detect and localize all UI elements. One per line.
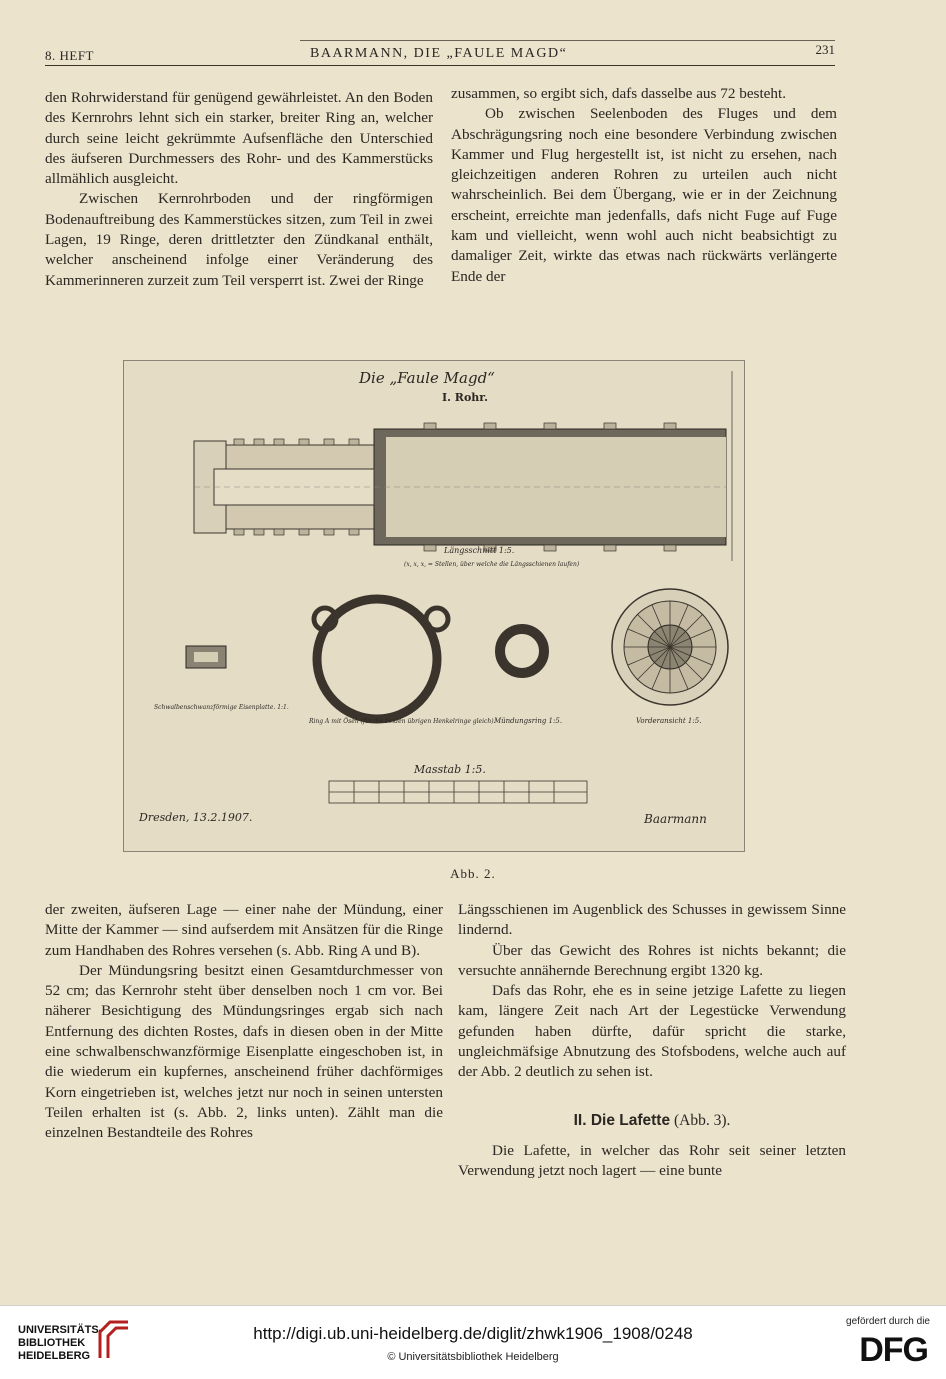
paragraph: Zwischen Kernrohrboden und der ringförmigen Bodenauftreibung des Kammerstückes sitzen, zum Teil in zwei Lagen, 19 Ringe, deren drittletzter den Zündkanal enthält, welcher anscheinend infolge einer Veränderung des Kammerinneren zurzeit zum Teil versperrt ist. Zwei der Ringe: [45, 190, 433, 289]
page-number: 231: [815, 42, 835, 57]
front-view-label: Vorderansicht 1:5.: [636, 717, 702, 725]
permalink-url[interactable]: http://digi.ub.uni-heidelberg.de/diglit/zhwk1906_1908/0248: [253, 1324, 693, 1343]
text-column-right-bottom: [458, 900, 846, 1182]
section-note: (x, x, x, = Stellen, über welche die Längsschienen laufen): [404, 561, 580, 568]
header-rule: [45, 65, 835, 66]
library-line-1: UNIVERSITÄTS-: [18, 1324, 103, 1336]
footer-bar: [0, 1305, 946, 1379]
paragraph: Die Lafette, in welcher das Rohr seit seiner letzten Verwendung jetzt noch lagert — eine bunte: [458, 1141, 846, 1180]
section-label: Längsschnitt 1:5.: [444, 546, 515, 555]
section-heading-ref: (Abb. 3).: [673, 1111, 731, 1129]
issue-label: 8. HEFT: [45, 48, 94, 63]
running-title: BAARMANN, DIE „FAULE MAGD“: [310, 46, 568, 61]
drawing-canvas: [124, 361, 744, 851]
plate-label: Schwalbenschwanzförmige Eisenplatte. 1:1.: [154, 704, 289, 711]
scale-label: Masstab 1:5.: [414, 763, 486, 776]
copyright-note: © Universitätsbibliothek Heidelberg: [387, 1351, 559, 1363]
technical-drawing-figure: [123, 360, 745, 852]
section-heading-bold: II. Die Lafette: [573, 1111, 671, 1129]
paragraph: Der Mündungsring besitzt einen Gesamtdurchmesser von 52 cm; das Kernrohr steht über denselben noch 1 cm vor. Bei näherer Besichtigung des Mündungsringes ergab sich nach Entfernung des dichten Rostes, dafs in diesen oben in der Mitte eine schwalbenschwanzförmige Eisenplatte eingeschoben ist, in die wiederum ein kupfernes, anscheinend früher dachförmiges Korn eingetrieben ist, welches jetzt nur noch in seinen untersten Teilen erhalten ist (s. Abb. 2, links unten). Zählt man die einzelnen Bestandteile des Rohres: [45, 961, 443, 1142]
running-header: [45, 40, 835, 66]
paragraph: der zweiten, äufseren Lage — einer nahe der Mündung, einer Mitte der Kammer — sind aufserdem mit Ansätzen für die Ringe zum Handhaben des Rohres versehen (s. Abb. Ring A und B).: [45, 901, 443, 959]
paragraph: den Rohrwiderstand für genügend gewährleistet. An den Boden des Kernrohrs lehnt sich ein starker, breiter Ring an, welcher durch seine leicht gekrümmte Aufsenfläche den Unterschied des äufseren Durchmessers des Rohr- und des Kammerstücks allmählich ausgleicht.: [45, 89, 433, 188]
paragraph: zusammen, so ergibt sich, dafs dasselbe aus 72 besteht.: [451, 85, 787, 102]
paragraph: Über das Gewicht des Rohres ist nichts bekannt; die versuchte annähernde Berechnung ergibt 1320 kg.: [458, 941, 846, 979]
text-column-right-top: [451, 84, 837, 287]
library-line-2: BIBLIOTHEK: [18, 1337, 86, 1349]
library-line-3: HEIDELBERG: [18, 1350, 91, 1362]
funding-note: gefördert durch die: [846, 1316, 930, 1327]
text-column-left-bottom: [45, 900, 443, 1144]
paragraph: Ob zwischen Seelenboden des Fluges und dem Abschrägungsring noch eine besondere Verbindung zwischen Kammer und Flug hergestellt ist, ist nicht zu ersehen, nach gleichzeitigen anderen Rohren zu urteilen auch nicht wahrscheinlich. Bei dem Übergang, wie er in der Zeichnung erscheint, erreichte man jedenfalls, dafs nicht Fuge auf Fuge kam und vielleicht, wenn wohl auch nicht beabsichtigt zu damaliger Zeit, wirkte das etwas nach rückwärts verlängerte Ende der: [451, 105, 837, 285]
place-date: Dresden, 13.2.1907.: [139, 811, 253, 824]
paragraph: Längsschienen im Augenblick des Schusses in gewissem Sinne lindernd.: [458, 901, 846, 939]
muzzle-ring-label: Mündungsring 1:5.: [494, 717, 563, 725]
signature: Baarmann: [644, 812, 707, 826]
drawing-title: Die „Faule Magd“: [359, 369, 495, 387]
front-view-drawing: [612, 589, 728, 705]
scale-bar: [329, 781, 587, 803]
drawing-subtitle: I. Rohr.: [442, 391, 488, 404]
figure-caption: Abb. 2.: [450, 866, 496, 881]
ring-a-drawing: [314, 599, 448, 719]
text-column-left-top: [45, 88, 433, 291]
ring-label: Ring A mit Ösen (für die beiden übrigen Henkelringe gleich).: [309, 718, 496, 725]
dovetail-plate-drawing: [186, 646, 226, 668]
section-heading: [458, 1111, 846, 1131]
paragraph: Dafs das Rohr, ehe es in seine jetzige Lafette zu liegen kam, längere Zeit nach Art der Legestücke Verwendung gefunden haben dürfte, dafür spricht die starke, ungleichmäfsige Abnutzung des Stofsbodens, welche auch auf der Abb. 2 deutlich zu sehen ist.: [458, 982, 846, 1081]
muzzle-ring-drawing: [500, 629, 544, 673]
dfg-logo[interactable]: DFG: [859, 1331, 928, 1369]
